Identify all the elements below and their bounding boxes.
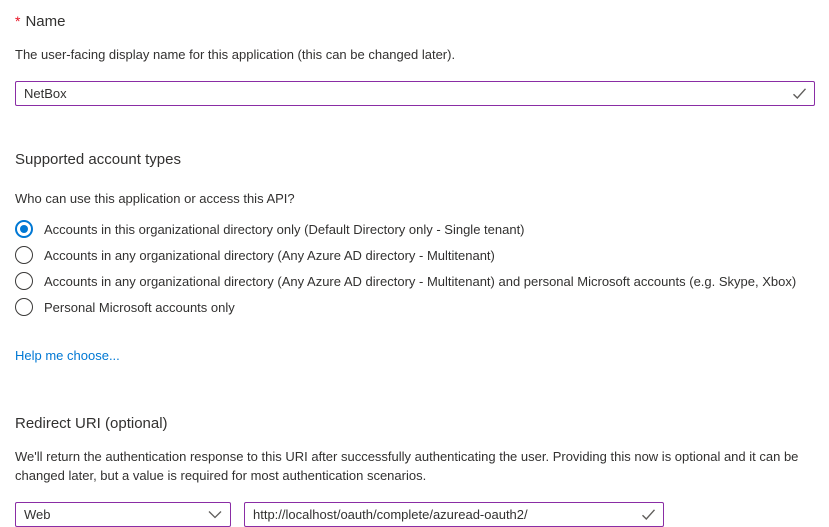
name-title-text: Name: [25, 13, 66, 30]
radio-option-label: Accounts in any organizational directory (Any Azure AD directory - Multitenant) and personal Microsoft accounts (e.g. Skype, Xbox): [44, 273, 797, 289]
radio-option-multitenant-personal[interactable]: [15, 272, 815, 290]
redirect-uri-input-box: [244, 502, 664, 527]
redirect-uri-controls: [15, 502, 815, 527]
name-section-title: [15, 11, 815, 32]
account-types-question: Who can use this application or access this API?: [15, 191, 295, 206]
radio-option-label: Personal Microsoft accounts only: [44, 299, 235, 315]
name-description: The user-facing display name for this application (this can be changed later).: [15, 47, 456, 62]
account-types-title: Supported account types: [15, 151, 181, 168]
chevron-down-icon: [208, 510, 222, 519]
platform-select-value: Web: [24, 507, 51, 522]
radio-option-label: Accounts in any organizational directory (Any Azure AD directory - Multitenant): [44, 247, 495, 263]
name-section: [15, 11, 815, 106]
radio-button-selected[interactable]: [15, 220, 33, 238]
redirect-uri-description: We'll return the authentication response to this URI after successfully authenticating the user. Providing this now is optional and it can be changed later, but a value is required for most authentication scenarios.: [15, 449, 799, 483]
radio-button[interactable]: [15, 298, 33, 316]
redirect-uri-section: [15, 414, 815, 527]
radio-option-personal-only[interactable]: [15, 298, 815, 316]
required-marker: *: [15, 13, 21, 29]
platform-select-dropdown[interactable]: [15, 502, 231, 527]
radio-button[interactable]: [15, 272, 33, 290]
checkmark-icon: [641, 508, 663, 521]
redirect-uri-input[interactable]: [245, 504, 641, 525]
radio-option-multitenant[interactable]: [15, 246, 815, 264]
account-types-section: [15, 150, 815, 365]
radio-button[interactable]: [15, 246, 33, 264]
radio-option-single-tenant[interactable]: [15, 220, 815, 238]
name-input[interactable]: [16, 83, 792, 104]
radio-option-label: Accounts in this organizational directory only (Default Directory only - Single tenant): [44, 221, 525, 237]
name-input-box: [15, 81, 815, 106]
account-types-radio-group: [15, 220, 815, 316]
redirect-uri-title: Redirect URI (optional): [15, 415, 168, 432]
checkmark-icon: [792, 87, 814, 100]
help-me-choose-link[interactable]: Help me choose...: [15, 348, 120, 363]
